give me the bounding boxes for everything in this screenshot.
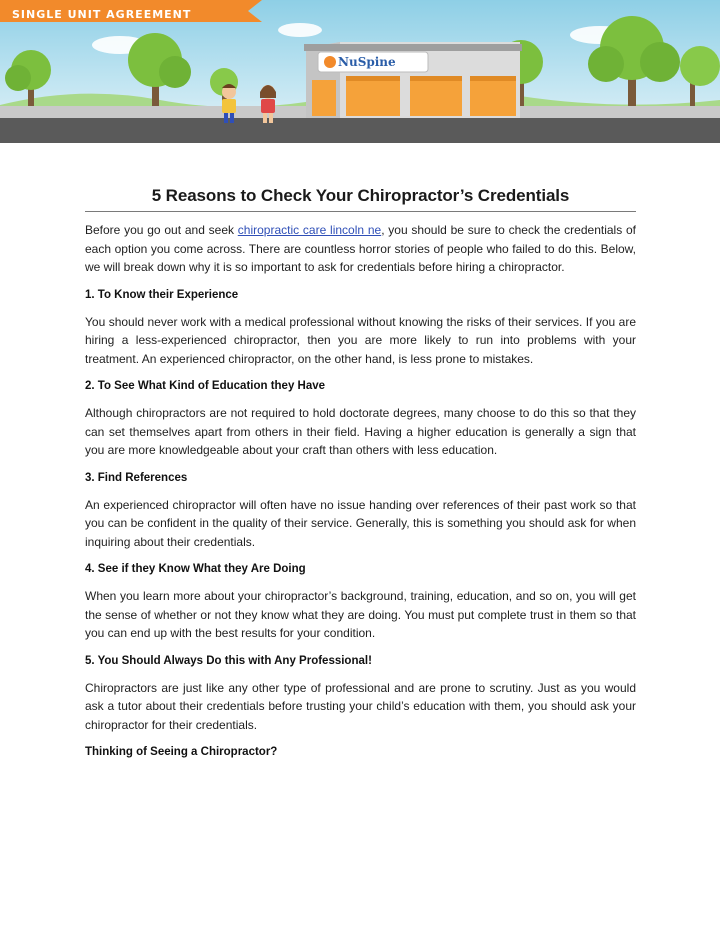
- section-2-body: Although chiropractors are not required to hold doctorate degrees, many choose to do this so that they can set themselves apart from others in their field. Having a higher education is generally a sign that you are more knowledgeable about your craft than others with less education.: [85, 406, 636, 457]
- intro-paragraph: [85, 221, 636, 277]
- section-5-body: Chiropractors are just like any other type of professional and are prone to scrutiny. Just as you would ask a tutor about their credentials before trusting your child’s education with them, you should ask your chiropractor for their credentials.: [85, 680, 636, 732]
- section-4-heading: 4. See if they Know What they Are Doing: [85, 563, 306, 575]
- header-banner-illustration: [0, 0, 720, 143]
- section-1-heading: 1. To Know their Experience: [85, 288, 239, 301]
- clinic-building: [304, 42, 522, 118]
- trees-right: [499, 16, 720, 108]
- ribbon-label: SINGLE UNIT AGREEMENT: [12, 8, 192, 21]
- section-1-body: You should never work with a medical professional without knowing the risks of their services. If you are hiring a less-experienced chiropractor, then you are more likely to run into problems with your treatment. An experienced chiropractor, on the other hand, is less prone to mistakes.: [85, 314, 636, 366]
- section-4-body: When you learn more about your chiropractor’s background, training, education, and so on, you will get the sense of whether or not they know what they are doing. You must put complete trust in them so that you can end up with the best results for your condition.: [85, 589, 636, 640]
- intro-text-before: Before you go out and seek: [85, 223, 238, 237]
- closing-heading: Thinking of Seeing a Chiropractor?: [85, 746, 278, 758]
- article-title: 5 Reasons to Check Your Chiropractor’s Credentials: [85, 186, 636, 212]
- clinic-sign-text: NuSpine: [338, 55, 396, 69]
- section-5-heading: 5. You Should Always Do this with Any Professional!: [85, 654, 372, 667]
- section-2-heading: 2. To See What Kind of Education they Have: [85, 380, 326, 392]
- section-3-heading: 3. Find References: [85, 471, 188, 484]
- section-3-body: An experienced chiropractor will often have no issue handing over references of their past work so that you can be confident in the quality of their service. Generally, this is something you should ask for when inquiring about their credentials.: [85, 497, 636, 549]
- chiropractic-care-link[interactable]: chiropractic care lincoln ne: [237, 223, 382, 237]
- intro-text-after: , you should be sure to check the credentials of each option you come across. There are countless horror stories of people who failed to do this. Below, we will break down why it is so important to ask for credentials before hiring a chiropractor.: [85, 223, 636, 274]
- article-body: [85, 186, 636, 761]
